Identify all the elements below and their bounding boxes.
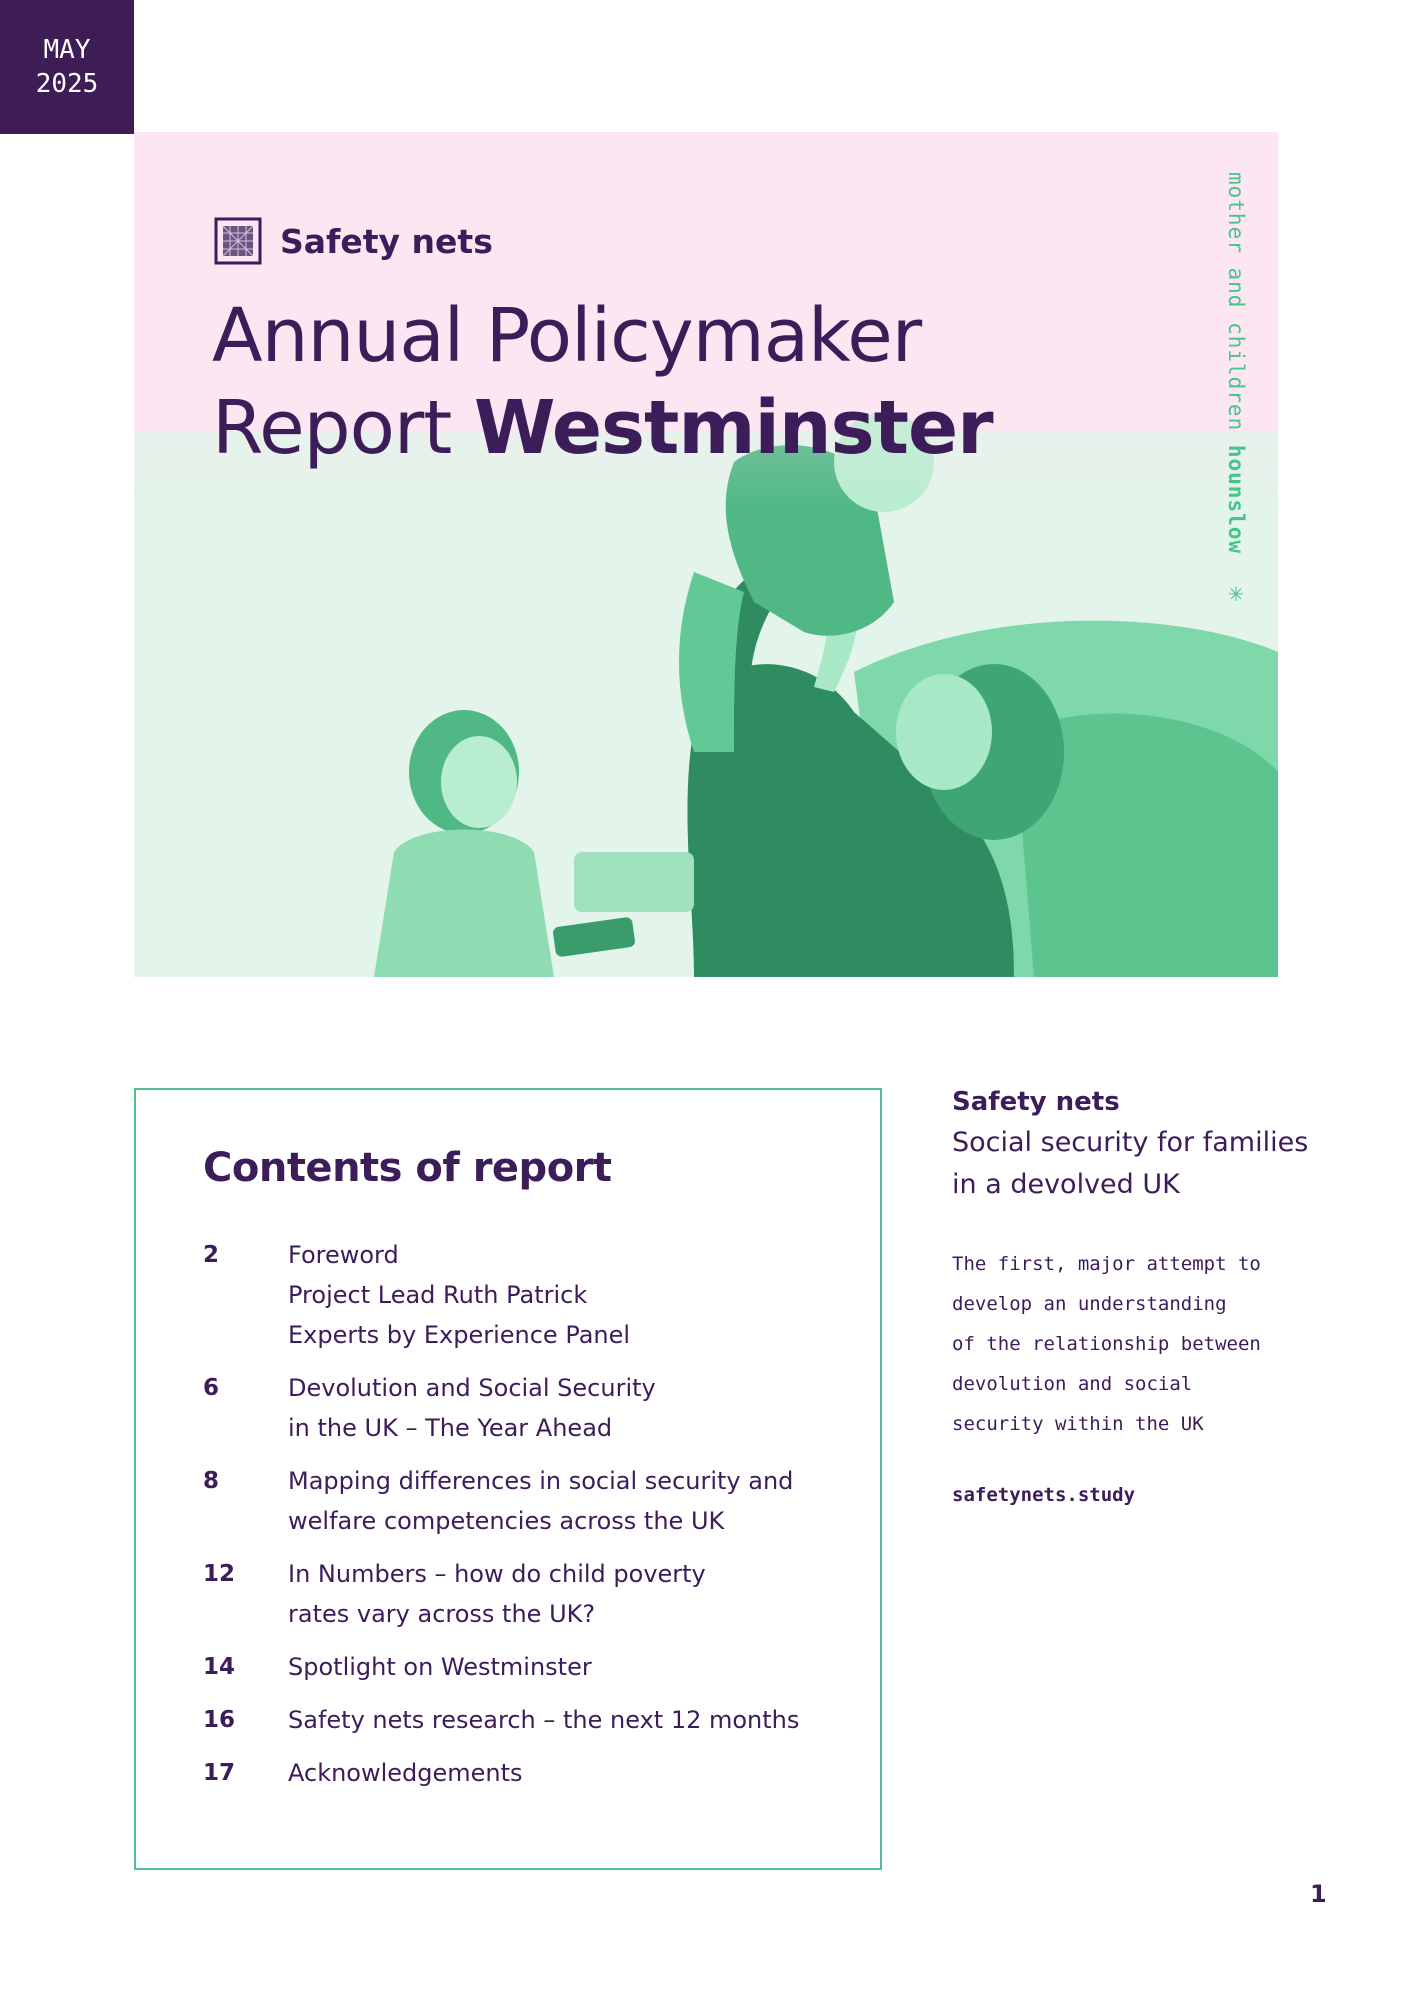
toc-page-number: 6 — [203, 1375, 220, 1401]
title-line-2 — [212, 382, 1112, 474]
toc-entry-text — [288, 1700, 799, 1740]
page-number: 1 — [1310, 1880, 1327, 1908]
description-line: security within the UK — [952, 1413, 1204, 1435]
toc-entry-text — [288, 1647, 592, 1687]
toc-entry-line: Devolution and Social Security — [288, 1374, 656, 1402]
toc-item[interactable] — [203, 1753, 843, 1793]
toc-item[interactable] — [203, 1700, 843, 1740]
toc-entry-text — [288, 1368, 656, 1448]
toc-page-number: 2 — [203, 1242, 220, 1268]
toc-entry-line: Mapping differences in social security and — [288, 1467, 794, 1495]
toc-entry-line: Acknowledgements — [288, 1759, 523, 1787]
toc-entry-text — [288, 1753, 523, 1793]
contents-panel — [134, 1088, 882, 1870]
toc-entry-line: Spotlight on Westminster — [288, 1653, 592, 1681]
hero-banner — [134, 132, 1278, 977]
toc-entry-line: Experts by Experience Panel — [288, 1321, 631, 1349]
toc-entry-line: welfare competencies across the UK — [288, 1507, 725, 1535]
sidebar-info — [952, 1082, 1352, 1506]
caption-regular: mother and children — [1224, 172, 1248, 445]
subtitle-line-2: in a devolved UK — [952, 1169, 1180, 1200]
subtitle-line-1: Social security for families — [952, 1127, 1309, 1158]
asterisk-icon: ✳ — [1221, 577, 1251, 609]
toc-entry-text — [288, 1235, 630, 1355]
safety-net-logo-icon — [214, 217, 262, 265]
contents-title: Contents of report — [203, 1145, 612, 1191]
description-line: devolution and social — [952, 1373, 1193, 1395]
description-line: of the relationship between — [952, 1333, 1261, 1355]
toc-item[interactable] — [203, 1368, 843, 1448]
toc-page-number: 8 — [203, 1468, 220, 1494]
toc-entry-text — [288, 1554, 706, 1634]
caption-location: hounslow — [1224, 444, 1248, 555]
report-title — [212, 290, 1112, 474]
toc-item[interactable] — [203, 1554, 843, 1634]
toc-item[interactable] — [203, 1647, 843, 1687]
toc-entry-line: Safety nets research – the next 12 months — [288, 1706, 800, 1734]
toc-entry-text — [288, 1461, 793, 1541]
toc-entry-line: In Numbers – how do child poverty — [288, 1560, 706, 1588]
description-line: The first, major attempt to — [952, 1253, 1261, 1275]
website-link[interactable]: safetynets.study — [952, 1484, 1136, 1506]
toc-entry-line: Project Lead Ruth Patrick — [288, 1281, 588, 1309]
toc-entry-line: rates vary across the UK? — [288, 1600, 596, 1628]
toc-page-number: 17 — [203, 1760, 236, 1786]
title-line-2-bold: Westminster — [473, 385, 993, 471]
brand — [214, 217, 493, 265]
toc-page-number: 12 — [203, 1561, 236, 1587]
toc-item[interactable] — [203, 1461, 843, 1541]
date-month: MAY — [43, 35, 91, 65]
toc-page-number: 14 — [203, 1654, 236, 1680]
vertical-photo-caption — [1221, 172, 1251, 609]
title-line-2-regular: Report — [212, 385, 474, 471]
description-line: develop an understanding — [952, 1293, 1227, 1315]
toc-entry-line: Foreword — [288, 1241, 399, 1269]
sidebar-brand: Safety nets — [952, 1087, 1120, 1117]
date-year: 2025 — [35, 69, 99, 99]
brand-name: Safety nets — [280, 221, 493, 261]
table-of-contents — [203, 1235, 843, 1806]
toc-item[interactable] — [203, 1235, 843, 1355]
title-line-1: Annual Policymaker — [212, 293, 922, 379]
toc-entry-line: in the UK – The Year Ahead — [288, 1414, 613, 1442]
date-tab — [0, 0, 134, 134]
toc-page-number: 16 — [203, 1707, 236, 1733]
sidebar-subtitle — [952, 1122, 1352, 1206]
sidebar-description — [952, 1244, 1352, 1444]
